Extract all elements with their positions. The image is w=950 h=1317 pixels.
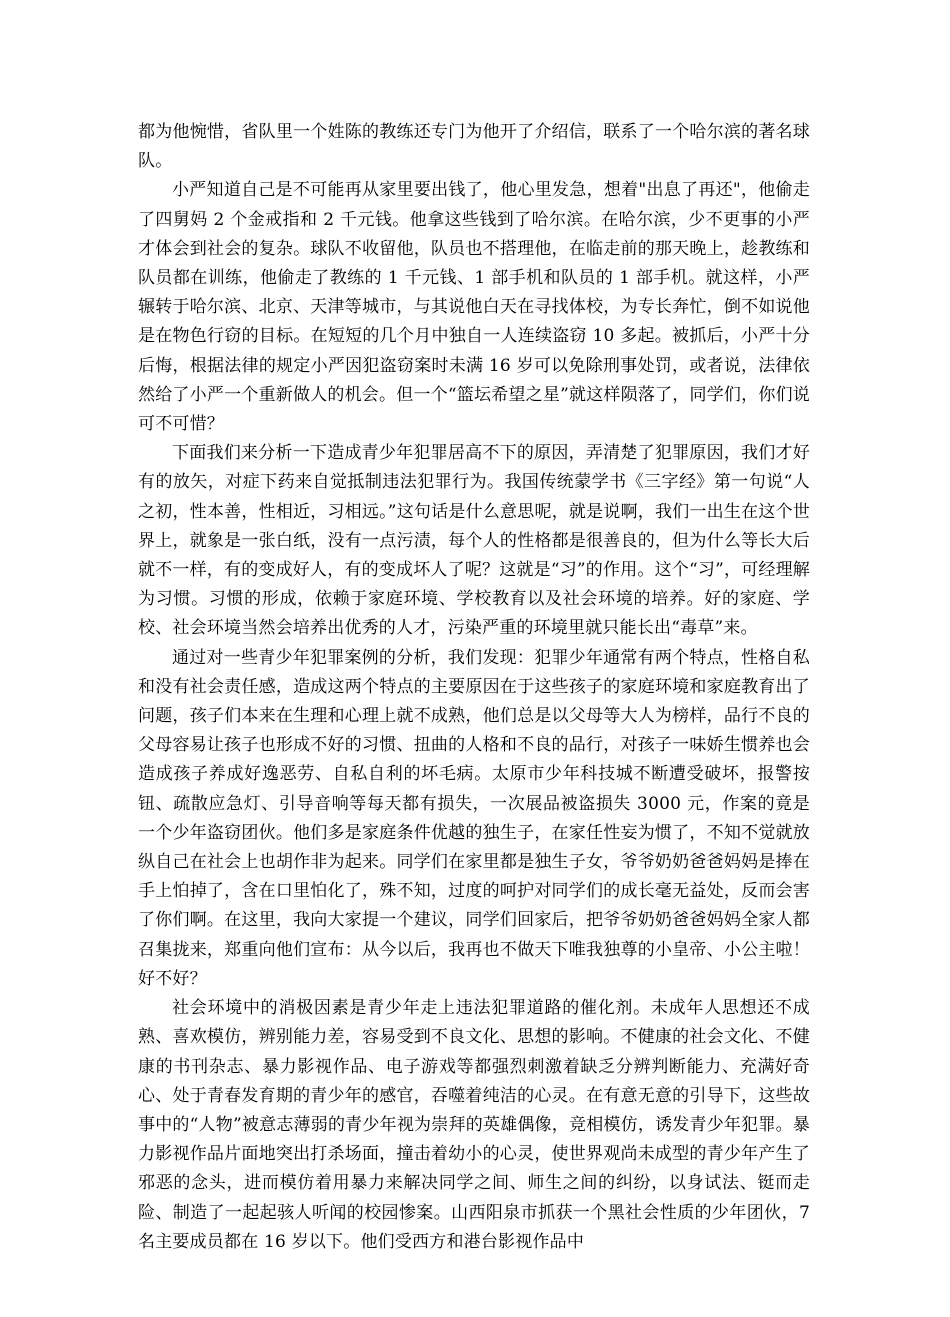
paragraph-xiaoyan-theft: 小严知道自己是不可能再从家里要出钱了，他心里发急，想着"出息了再还"，他偷走了四舅妈 2 个金戒指和 2 千元钱。他拿这些钱到了哈尔滨。在哈尔滨，少不更事的小严才体会到社会的复杂。球队不收留他，队员也不搭理他，在临走前的那天晚上，趁教练和队员都在训练，他偷走了教练的 1 千元钱、1 部手机和队员的 1 部手机。就这样，小严辗转于哈尔滨、北京、天津等城市，与其说他白天在寻找体校，为专长奔忙，倒不如说他是在物色行窃的目标。在短短的几个月中独自一人连续盗窃 10 多起。被抓后，小严十分后悔，根据法律的规定小严因犯盗窃案时未满 16 岁可以免除刑事处罚，或者说，法律依然给了小严一个重新做人的机会。但一个“篮坛希望之星”就这样陨落了，同学们，你们说可不可惜？ — [138, 180, 810, 435]
paragraph-social-environment: 社会环境中的消极因素是青少年走上违法犯罪道路的催化剂。未成年人思想还不成熟、喜欢模仿，辨别能力差，容易受到不良文化、思想的影响。不健康的社会文化、不健康的书刊杂志、暴力影视作品、电子游戏等都强烈刺激着缺乏分辨判断能力、充满好奇心、处于青春发育期的青少年的感官，吞噬着纯洁的心灵。在有意无意的引导下，这些故事中的“人物”被意志薄弱的青少年视为崇拜的英雄偶像，竞相模仿，诱发青少年犯罪。暴力影视作品片面地突出打杀场面，撞击着幼小的心灵，使世界观尚未成型的青少年产生了邪恶的念头，进而模仿着用暴力来解决同学之间、师生之间的纠纷，以身试法、铤而走险、制造了一起起骇人听闻的校园惨案。山西阳泉市抓获一个黑社会性质的少年团伙，7 名主要成员都在 16 岁以下。他们受西方和港台影视作品中 — [138, 998, 810, 1252]
paragraph-causes-analysis: 下面我们来分析一下造成青少年犯罪居高不下的原因，弄清楚了犯罪原因，我们才好有的放矢，对症下药来自觉抵制违法犯罪行为。我国传统蒙学书《三字经》第一句说“人之初，性本善，性相近，习相远。”这句话是什么意思呢，就是说啊，我们一出生在这个世界上，就象是一张白纸，没有一点污渍，每个人的性格都是很善良的，但为什么等长大后就不一样，有的变成好人，有的变成坏人了呢？这就是“习”的作用。这个“习”，可经理解为习惯。习惯的形成，依赖于家庭环境、学校教育以及社会环境的培养。好的家庭、学校、社会环境当然会培养出优秀的人才，污染严重的环境里就只能长出“毒草”来。 — [138, 443, 810, 639]
paragraph-family-education: 通过对一些青少年犯罪案例的分析，我们发现：犯罪少年通常有两个特点，性格自私和没有社会责任感，造成这两个特点的主要原因在于这些孩子的家庭环境和家庭教育出了问题，孩子们本来在生理和心理上就不成熟，他们总是以父母等大人为榜样，品行不良的父母容易让孩子也形成不好的习惯、扭曲的人格和不良的品行，对孩子一味娇生惯养也会造成孩子养成好逸恶劳、自私自利的坏毛病。太原市少年科技城不断遭受破坏，报警按钮、疏散应急灯、引导音响等每天都有损失，一次展品被盗损失 3000 元，作案的竟是一个少年盗窃团伙。他们多是家庭条件优越的独生子，在家任性妄为惯了，不知不觉就放纵自己在社会上也胡作非为起来。同学们在家里都是独生子女，爷爷奶奶爸爸妈妈是捧在手上怕掉了，含在口里怕化了，殊不知，过度的呵护对同学们的成长毫无益处，反而会害了你们啊。在这里，我向大家提一个建议，同学们回家后，把爷爷奶奶爸爸妈妈全家人都召集拢来，郑重向他们宣布：从今以后，我再也不做天下唯我独尊的小皇帝、小公主啦！好不好？ — [138, 647, 810, 989]
document-page — [138, 118, 810, 1257]
paragraph-continuation: 都为他惋惜，省队里一个姓陈的教练还专门为他开了介绍信，联系了一个哈尔滨的著名球队。 — [138, 122, 810, 172]
